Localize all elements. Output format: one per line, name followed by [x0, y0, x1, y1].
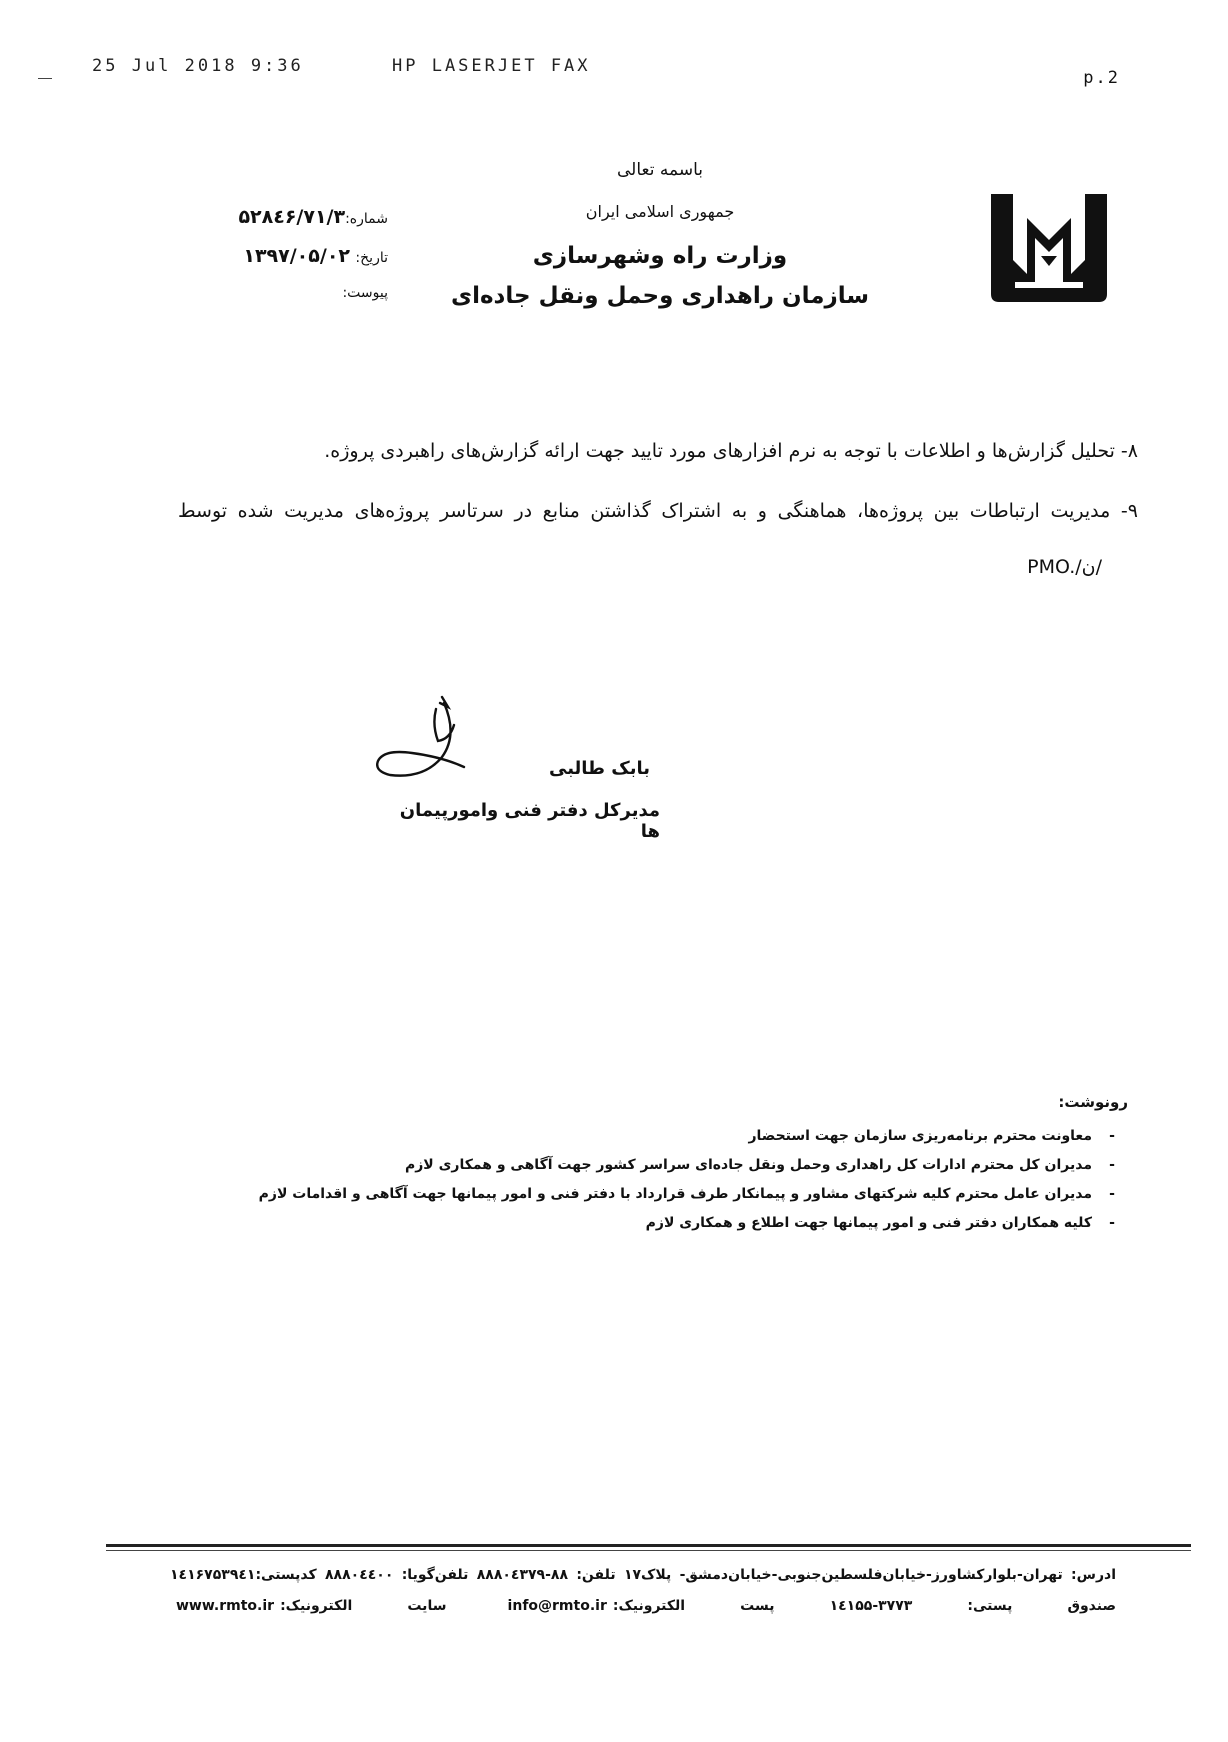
ministry-emblem-icon	[985, 190, 1113, 308]
cc-item	[232, 1151, 1132, 1180]
fax-machine-name: HP LASERJET FAX	[392, 56, 591, 76]
letter-number	[148, 206, 388, 228]
republic-heading: جمهوری اسلامی ایران	[585, 202, 735, 221]
footer-email-label: پست الکترونیک:	[612, 1598, 775, 1614]
fax-date-time: 25 Jul 2018 9:36	[92, 56, 304, 76]
footer-postal-code: کدپستی:۱٤۱۶۷۵۳۹٤۱	[170, 1567, 317, 1583]
cc-title: رونوشت:	[1058, 1093, 1128, 1111]
cc-bullet: -	[1109, 1215, 1115, 1231]
cc-item-text: معاونت محترم برنامه‌ریزی سازمان جهت استحضار	[748, 1128, 1092, 1144]
footer-website-group	[170, 1598, 446, 1614]
cc-bullet: -	[1109, 1157, 1115, 1173]
cc-item-text: مدیران عامل محترم کلیه شرکتهای مشاور و پیمانکار طرف قرارداد با دفتر فنی و امور پیمانها جهت آگاهی و اقدامات لازم	[258, 1186, 1092, 1202]
footer-po-box: صندوق پستی: ۳۷۷۳-۱٤۱۵۵	[829, 1598, 1116, 1614]
cc-bullet: -	[1109, 1128, 1115, 1144]
body-item-8: ۸- تحلیل گزارش‌ها و اطلاعات با توجه به نرم افزارهای مورد تایید جهت ارائه گزارش‌های راهبردی پروژه.	[324, 440, 1138, 462]
handwritten-signature	[372, 695, 512, 805]
footer-phone-voice: تلفن‌گویا: ۸۸۸۰٤٤۰۰	[325, 1567, 469, 1583]
signer-name: بابک طالبی	[548, 758, 650, 779]
ministry-heading: وزارت راه وشهرسازی	[532, 243, 788, 269]
footer-divider-thin	[106, 1550, 1191, 1551]
letter-date-label: تاریخ:	[355, 250, 388, 266]
footer-address: ادرس: تهران-بلوارکشاورز-خیابان‌فلسطین‌جنوبی-خیابان‌دمشق- پلاک۱۷	[623, 1567, 1117, 1583]
footer-divider	[106, 1544, 1191, 1547]
cc-item-text: کلیه همکاران دفتر فنی و امور پیمانها جهت اطلاع و همکاری لازم	[645, 1215, 1092, 1231]
letter-number-label: شماره:	[345, 211, 388, 227]
letter-attachment-label: پیوست:	[342, 285, 388, 301]
footer-email-link[interactable]: info@rmto.ir	[507, 1598, 607, 1614]
cc-item	[232, 1122, 1132, 1151]
cc-item-text: مدیران کل محترم ادارات کل راهداری وحمل ونقل جاده‌ای سراسر کشور جهت آگاهی و همکاری لازم	[404, 1157, 1092, 1173]
letter-number-value: ۵۲۸٤۶/۷۱/۳	[238, 206, 346, 228]
letter-invocation: باسمه تعالی	[617, 160, 703, 180]
footer-online-row	[170, 1598, 1116, 1614]
organization-heading: سازمان راهداری وحمل ونقل جاده‌ای	[451, 283, 869, 309]
cc-item	[232, 1209, 1132, 1238]
cc-bullet: -	[1109, 1186, 1115, 1202]
footer-email-group	[502, 1598, 775, 1614]
fax-page-number: p.2	[1083, 68, 1120, 88]
footer-phone: تلفن: ۸۸-۸۸۸۰٤۳۷۹	[476, 1567, 616, 1583]
signer-title: مدیرکل دفتر فنی وامورپیمان ها	[399, 800, 660, 842]
letter-date	[148, 245, 388, 267]
cc-list	[232, 1122, 1132, 1238]
body-item-9-continuation: PMO./ن/	[1027, 556, 1102, 578]
footer-website-label: سایت الکترونیک:	[280, 1598, 447, 1614]
body-item-9: ۹- مدیریت ارتباطات بین پروژه‌ها، هماهنگی و به اشتراک گذاشتن منابع در سرتاسر پروژه‌های مدیریت شده توسط	[178, 500, 1138, 522]
scan-mark	[38, 78, 52, 79]
letter-date-value: ۱۳۹۷/۰۵/۰۲	[243, 245, 351, 267]
footer-contact-row	[170, 1567, 1116, 1583]
cc-item	[232, 1180, 1132, 1209]
footer-website-link[interactable]: www.rmto.ir	[176, 1598, 275, 1614]
